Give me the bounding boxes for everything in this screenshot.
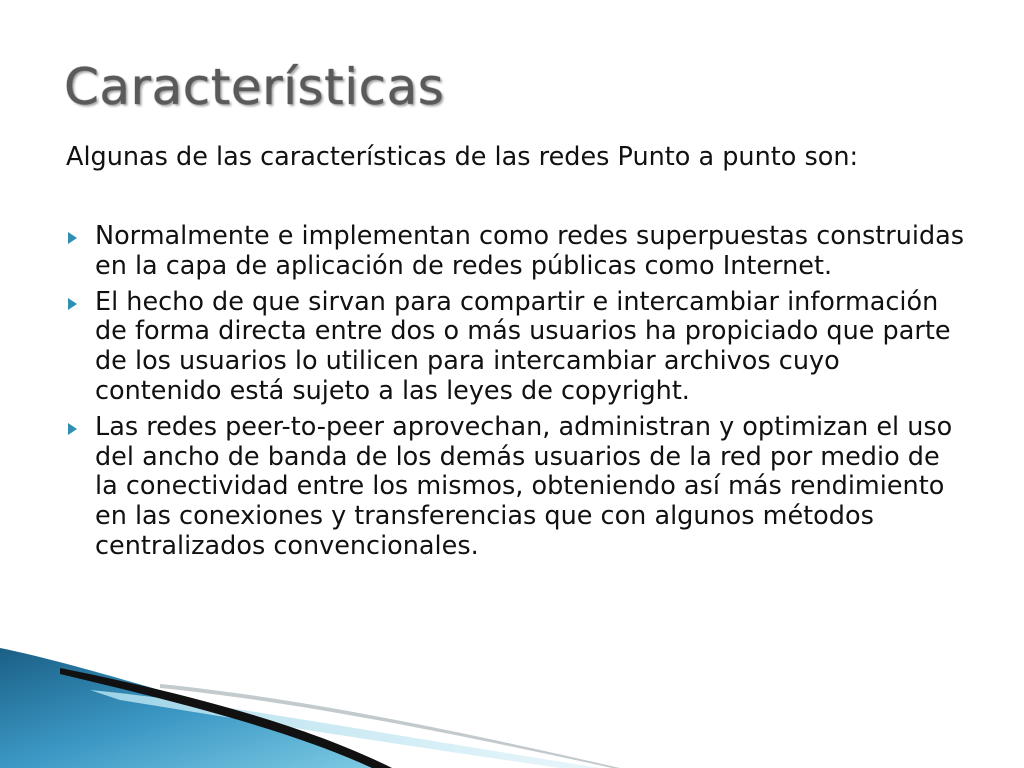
bullet-list xyxy=(66,222,966,568)
bullet-text: Normalmente e implementan como redes superpuestas construidas en la capa de aplicación de redes públicas como Internet. xyxy=(95,221,965,281)
bullet-item xyxy=(66,288,966,407)
bullet-item xyxy=(66,413,966,562)
bullet-text: Las redes peer-to-peer aprovechan, administran y optimizan el uso del ancho de banda de los demás usuarios de la red por medio de la conectividad entre los mismos, obteniendo así más rendimiento en las conexiones y transferencias que con algunos métodos centralizados convencionales. xyxy=(95,411,953,561)
triangle-right-bullet-icon xyxy=(68,423,77,435)
bullet-item xyxy=(66,222,966,282)
triangle-right-bullet-icon xyxy=(68,298,77,310)
slide-title: Características xyxy=(64,58,445,116)
triangle-right-bullet-icon xyxy=(68,232,77,244)
bullet-text: El hecho de que sirvan para compartir e intercambiar información de forma directa entre dos o más usuarios ha propiciado que parte de los usuarios lo utilicen para intercambiar archivos cuyo contenido está sujeto a las leyes de copyright. xyxy=(95,286,951,406)
intro-text: Algunas de las características de las redes Punto a punto son: xyxy=(66,142,859,172)
